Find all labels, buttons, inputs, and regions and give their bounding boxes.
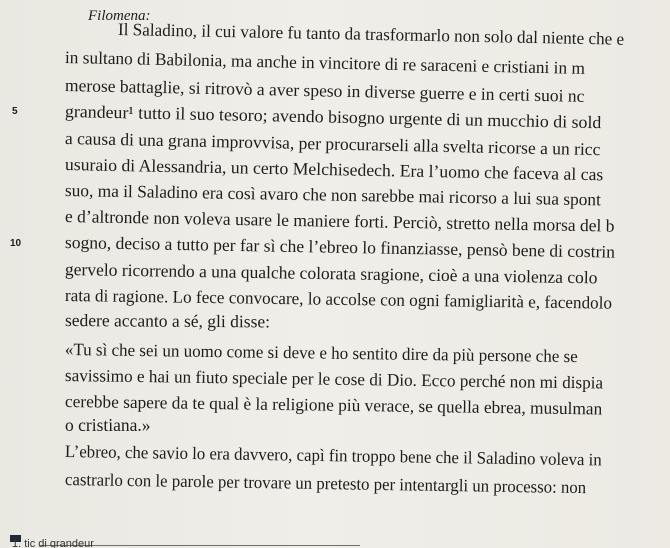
- text-line-5: a causa di una grana improvvisa, per procurarseli alla svelta ricorse a un ricc: [64, 128, 601, 160]
- quote-line-4: o cristiana.»: [65, 415, 151, 435]
- footnote: 1. tic di grandeur: [12, 538, 94, 548]
- text-line-8: e d’altronde non voleva usare le maniere forti. Perciò, stretto nella morsa del b: [64, 206, 615, 236]
- quote-line-1: «Tu sì che sei un uomo come si deve e ho sentito dire da più persone che se: [64, 339, 578, 367]
- speaker-label: Filomena:: [88, 8, 151, 24]
- text-line-10: gervelo ricorrendo a una qualche colorata sragione, cioè a una violenza colo: [64, 259, 598, 288]
- text-line-13: L’ebreo, che savio lo era davvero, capì fin troppo bene che il Saladino voleva in: [64, 441, 602, 470]
- line-number-10: 10: [10, 238, 22, 249]
- text-line-2: in sultano di Babilonia, ma anche in vincitore di re saraceni e cristiani in m: [64, 47, 586, 78]
- text-line-14: castrarlo con le parole per trovare un pretesto per intentargli un processo: non: [64, 469, 587, 498]
- text-line-6: usuraio di Alessandria, un certo Melchisedech. Era l’uomo che faceva al cas: [64, 154, 604, 185]
- line-number-5: 5: [12, 106, 18, 117]
- text-line-7: suo, ma il Saladino era così avaro che non sarebbe mai ricorso a lui sua spont: [64, 180, 602, 210]
- text-line-9: sogno, deciso a tutto per far sì che l’ebreo lo finanziasse, pensò bene di costrin: [64, 232, 616, 262]
- text-line-4: grandeur¹ tutto il suo tesoro; avendo bisogno urgente di un mucchio di sold: [64, 101, 602, 133]
- text-line-3: merose battaglie, si ritrovò a aver speso in diverse guerre e in certi suoi nc: [64, 75, 585, 106]
- text-line-11: rata di ragione. Lo fece convocare, lo accolse con ogni famigliarità e, facendolo: [64, 285, 613, 313]
- quote-line-2: savissimo e hai un fiuto speciale per le cose di Dio. Ecco perché non mi dispia: [64, 365, 604, 393]
- quote-line-3: cerebbe sapere da te qual è la religione più verace, se quella ebrea, musulman: [64, 391, 603, 419]
- text-line-1: Il Saladino, il cui valore fu tanto da trasformarlo non solo dal niente che e: [117, 19, 625, 49]
- text-line-12: sedere accanto a sé, gli disse:: [64, 310, 271, 332]
